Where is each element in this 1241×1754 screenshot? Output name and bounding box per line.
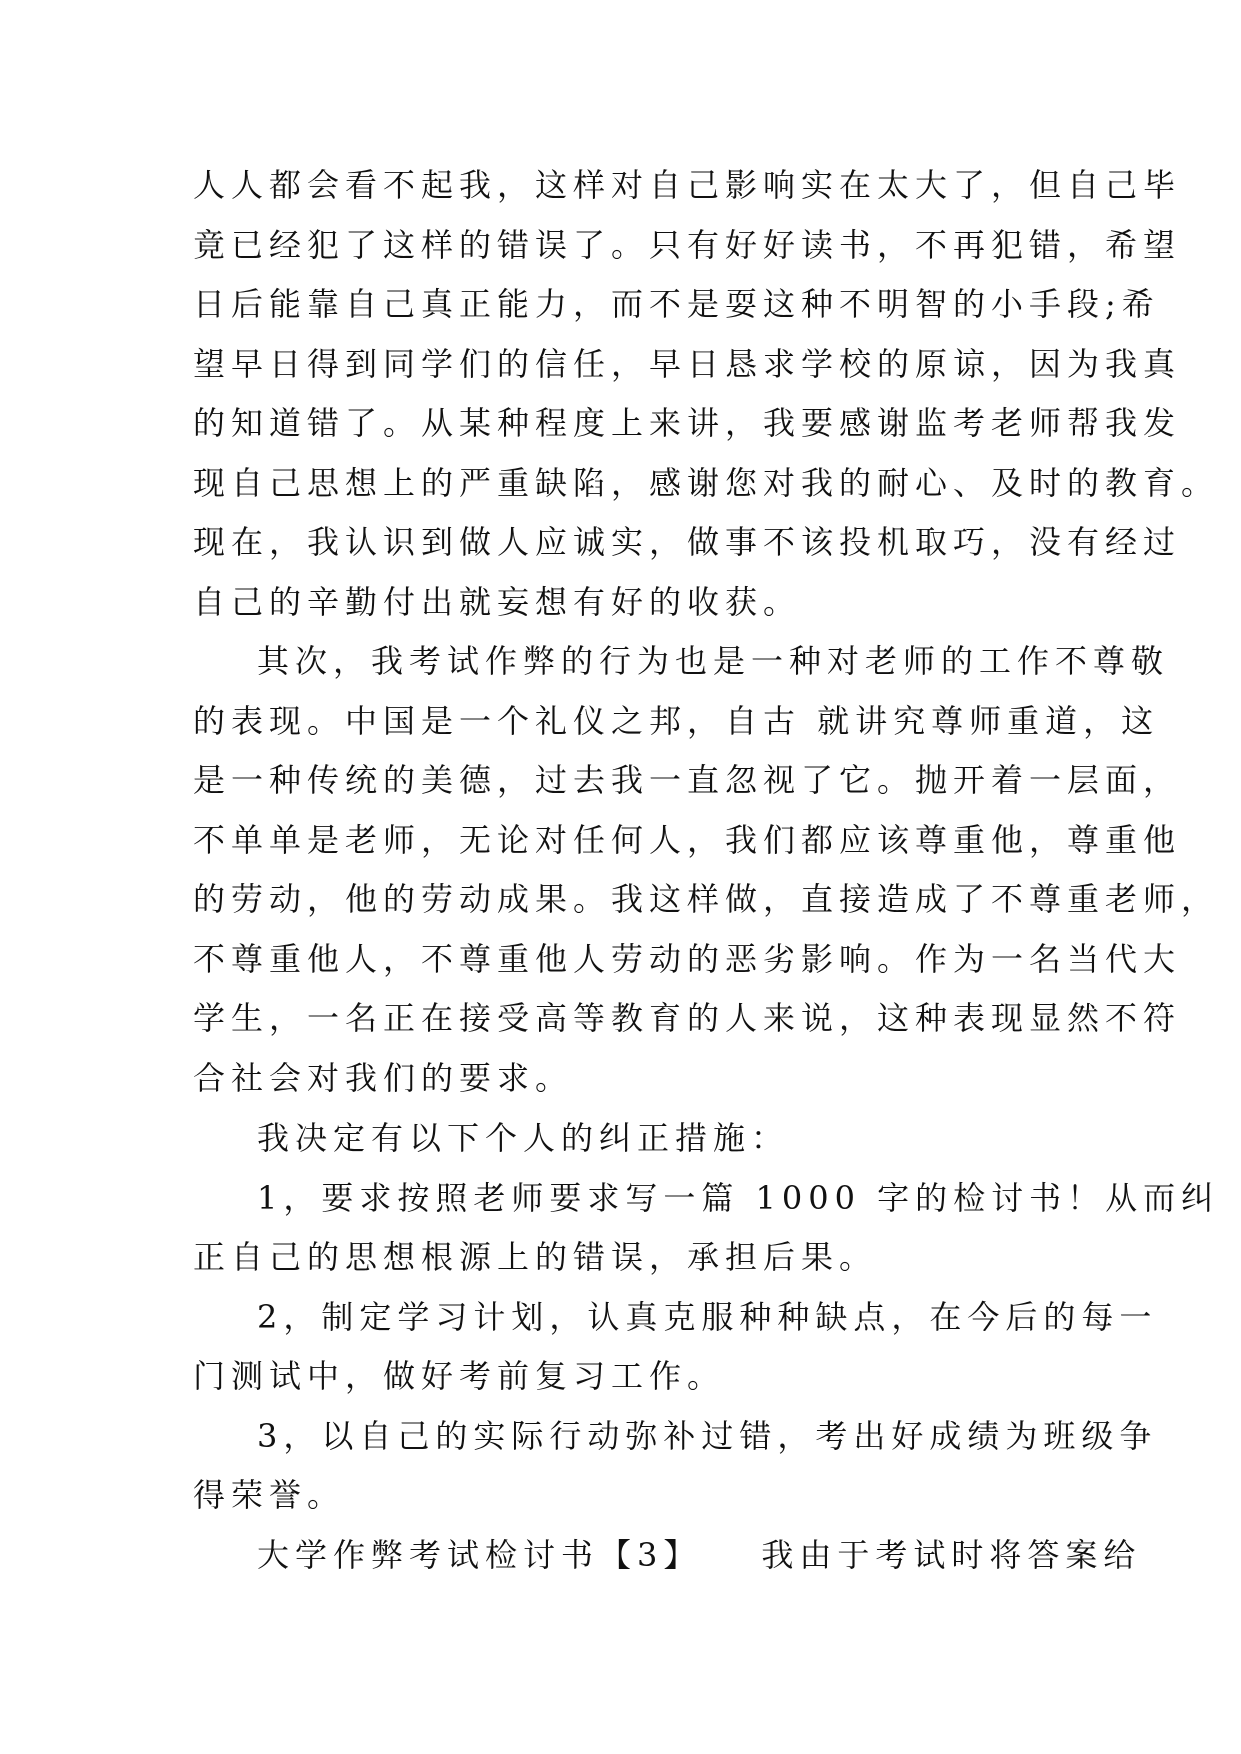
paragraph-1-line: 的知道错了。从某种程度上来讲，我要感谢监考老师帮我发 (193, 404, 1182, 442)
paragraph-2-line: 是一种传统的美德，过去我一直忽视了它。抛开着一层面， (193, 761, 1182, 799)
paragraph-1-line: 日后能靠自己真正能力，而不是耍这种不明智的小手段;希 (193, 285, 1160, 323)
paragraph-2 (193, 632, 1220, 1108)
measure-2-line: 门测试中，做好考前复习工作。 (193, 1357, 726, 1395)
measure-3-line: 得荣誉。 (193, 1476, 346, 1514)
paragraph-1-line: 现在，我认识到做人应诚实，做事不该投机取巧，没有经过 (193, 523, 1182, 561)
paragraph-1-line: 望早日得到同学们的信任，早日恳求学校的原谅，因为我真 (193, 344, 1182, 383)
paragraph-2-line: 不单单是老师，无论对任何人，我们都应该尊重他，尊重他 (193, 820, 1182, 859)
paragraph-2-line: 其次，我考试作弊的行为也是一种对老师的工作不尊敬 (257, 642, 1170, 680)
measure-2-line: 2，制定学习计划，认真克服种种缺点，在今后的每一 (257, 1297, 1158, 1336)
measure-3-line: 3，以自己的实际行动弥补过错，考出好成绩为班级争 (257, 1416, 1158, 1455)
closing-line: 大学作弊考试检讨书【3】 我由于考试时将答案给 (257, 1535, 1142, 1574)
measures-intro: 我决定有以下个人的纠正措施： (257, 1119, 790, 1157)
paragraph-2-line: 学生，一名正在接受高等教育的人来说，这种表现显然不符 (193, 999, 1182, 1037)
paragraph-1-line: 竟已经犯了这样的错误了。只有好好读书，不再犯错，希望 (193, 225, 1182, 264)
paragraph-2-line: 合社会对我们的要求。 (193, 1058, 574, 1097)
paragraph-2-line: 不尊重他人，不尊重他人劳动的恶劣影响。作为一名当代大 (193, 939, 1182, 978)
measure-1-line: 1，要求按照老师要求写一篇 1000 字的检讨书！从而纠 (257, 1178, 1220, 1217)
paragraph-2-line: 的表现。中国是一个礼仪之邦，自古 就讲究尊师重道，这 (193, 701, 1160, 740)
paragraph-2-line: 的劳动，他的劳动成果。我这样做，直接造成了不尊重老师， (193, 880, 1220, 918)
paragraph-1-line: 现自己思想上的严重缺陷，感谢您对我的耐心、及时的教育。 (193, 463, 1220, 502)
measure-1-line: 正自己的思想根源上的错误，承担后果。 (193, 1238, 878, 1276)
measures-section (193, 1109, 1220, 1585)
paragraph-1-line: 自己的辛勤付出就妄想有好的收获。 (193, 582, 802, 621)
paragraph-1-line: 人人都会看不起我，这样对自己影响实在太大了，但自己毕 (193, 166, 1182, 204)
paragraph-1 (193, 156, 1220, 632)
